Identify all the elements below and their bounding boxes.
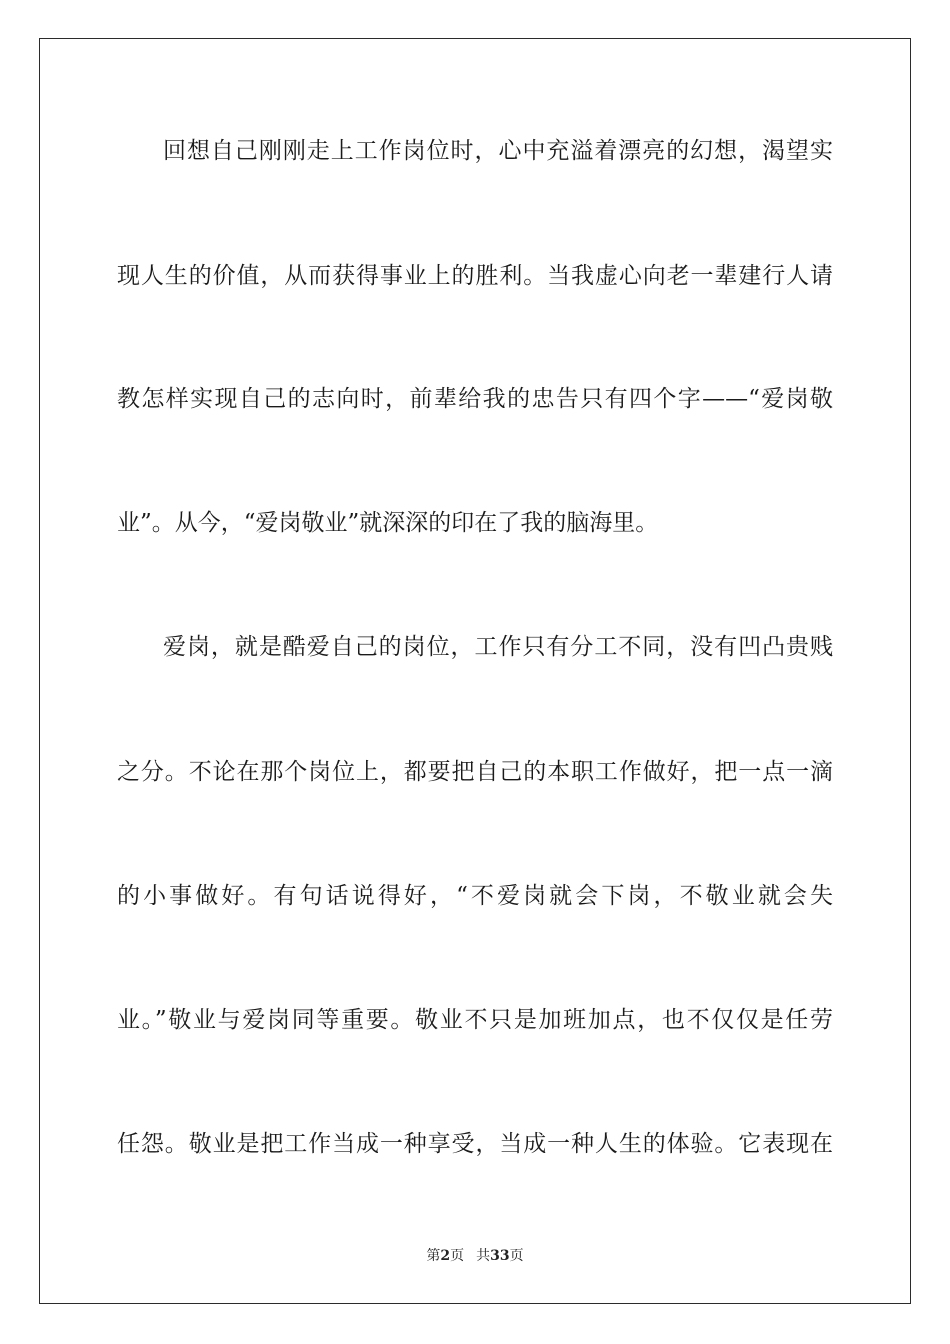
page-suffix: 页 (450, 1248, 465, 1264)
paragraph-1-line-4: 业”。从今，“爱岗敬业”就深深的印在了我的脑海里。 (117, 510, 659, 536)
page-border (39, 38, 911, 1304)
page-footer (0, 1247, 950, 1265)
page-number: 2 (440, 1248, 451, 1264)
paragraph-2-line-5: 任怨。敬业是把工作当成一种享受，当成一种人生的体验。它表现在 (117, 1131, 833, 1157)
paragraph-2-line-1: 爱岗，就是酷爱自己的岗位，工作只有分工不同，没有凹凸贵贱 (163, 634, 833, 660)
total-pages: 33 (490, 1248, 510, 1264)
page-prefix: 第 (426, 1248, 441, 1264)
total-suffix: 页 (509, 1248, 524, 1264)
paragraph-1-line-2: 现人生的价值，从而获得事业上的胜利。当我虚心向老一辈建行人请 (117, 263, 833, 289)
paragraph-1-line-1: 回想自己刚刚走上工作岗位时，心中充溢着漂亮的幻想，渴望实 (163, 138, 833, 164)
paragraph-1-line-3: 教怎样实现自己的志向时，前辈给我的忠告只有四个字——“爱岗敬 (117, 386, 833, 412)
paragraph-2-line-2: 之分。不论在那个岗位上，都要把自己的本职工作做好，把一点一滴 (117, 759, 833, 785)
paragraph-2-line-4: 业。”敬业与爱岗同等重要。敬业不只是加班加点，也不仅仅是任劳 (117, 1007, 833, 1033)
total-prefix: 共 (476, 1248, 491, 1264)
paragraph-2-line-3: 的小事做好。有句话说得好，“不爱岗就会下岗，不敬业就会失 (117, 883, 833, 909)
